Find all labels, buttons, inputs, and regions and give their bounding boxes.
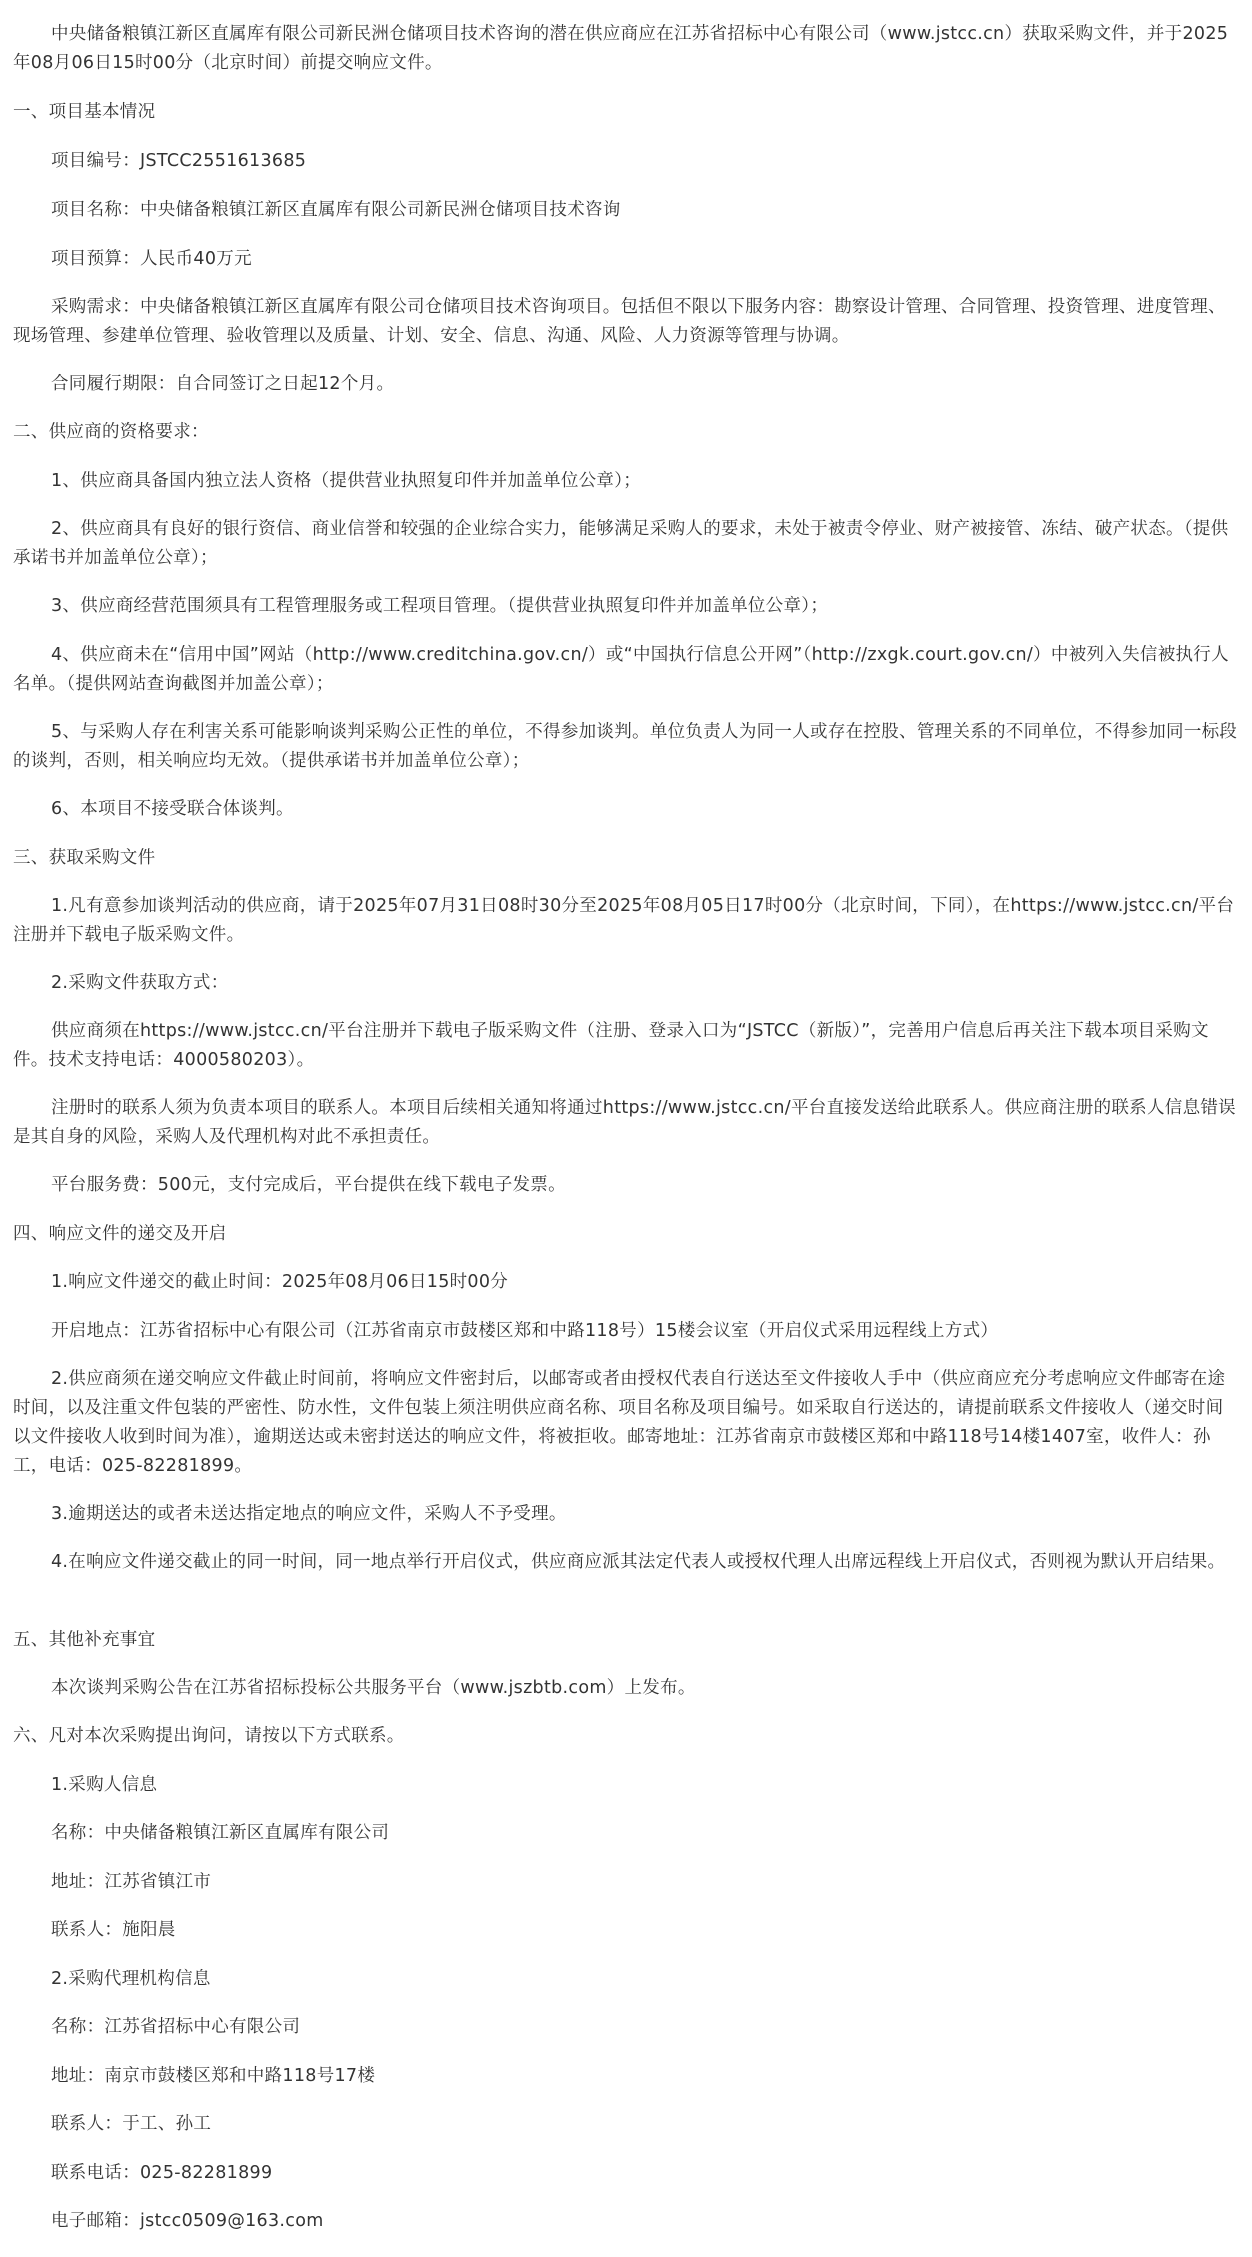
platform-fee: 平台服务费：500元，支付完成后，平台提供在线下载电子发票。 [51,1175,566,1195]
section-1-heading: 一、项目基本情况 [13,102,156,122]
obtain-method-paragraph: 供应商须在https://www.jstcc.cn/平台注册并下载电子版采购文件（注册、登录入口为“JSTCC（新版）”，完善用户信息后再关注下载本项目采购文件。技术支持电话：4000580203）。 [13,1021,1209,1070]
project-budget: 项目预算：人民币40万元 [51,249,252,269]
contract-period: 合同履行期限：自合同签订之日起12个月。 [51,374,395,394]
qualification-item: 6、本项目不接受联合体谈判。 [51,799,294,819]
procurement-demand: 采购需求：中央储备粮镇江新区直属库有限公司仓储项目技术咨询项目。包括但不限以下服务内容：勘察设计管理、合同管理、投资管理、进度管理、现场管理、参建单位管理、验收管理以及质量、计划、安全、信息、沟通、风险、人力资源等管理与协调。 [13,297,1226,346]
section-2-heading: 二、供应商的资格要求： [13,422,209,442]
qualification-item: 5、与采购人存在利害关系可能影响谈判采购公正性的单位，不得参加谈判。单位负责人为同一人或存在控股、管理关系的不同单位，不得参加同一标段的谈判，否则，相关响应均无效。（提供承诺书并加盖单位公章）； [13,722,1238,771]
contact-registration-paragraph: 注册时的联系人须为负责本项目的联系人。本项目后续相关通知将通过https://www.jstcc.cn/平台直接发送给此联系人。供应商注册的联系人信息错误是其自身的风险，采购人及代理机构对此不承担责任。 [13,1098,1236,1147]
project-name: 项目名称：中央储备粮镇江新区直属库有限公司新民洲仓储项目技术咨询 [51,200,621,220]
obtain-method-heading: 2.采购文件获取方式： [51,973,229,993]
section-3-heading: 三、获取采购文件 [13,848,156,868]
agent-email: 电子邮箱：jstcc0509@163.com [51,2211,324,2231]
section-4-heading: 四、响应文件的递交及开启 [13,1224,227,1244]
intro-paragraph: 中央储备粮镇江新区直属库有限公司新民洲仓储项目技术咨询的潜在供应商应在江苏省招标中心有限公司（www.jstcc.cn）获取采购文件，并于2025年08月06日15时00分（北京时间）前提交响应文件。 [13,24,1229,73]
late-submission-paragraph: 3.逾期送达的或者未送达指定地点的响应文件，采购人不予受理。 [51,1504,567,1524]
publication-paragraph: 本次谈判采购公告在江苏省招标投标公共服务平台（www.jszbtb.com）上发布。 [51,1678,696,1698]
submission-method-paragraph: 2.供应商须在递交响应文件截止时间前，将响应文件密封后，以邮寄或者由授权代表自行送达至文件接收人手中（供应商应充分考虑响应文件邮寄在途时间，以及注重文件包装的严密性、防水性，文件包装上须注明供应商名称、项目名称及项目编号。如采取自行送达的，请提前联系文件接收人（递交时间以文件接收人收到时间为准），逾期送达或未密封送达的响应文件，将被拒收。邮寄地址：江苏省南京市鼓楼区郑和中路118号14楼1407室，收件人：孙工，电话：025-82281899。 [13,1369,1226,1476]
section-6-heading: 六、凡对本次采购提出询问，请按以下方式联系。 [13,1726,405,1746]
opening-location: 开启地点：江苏省招标中心有限公司（江苏省南京市鼓楼区郑和中路118号）15楼会议室（开启仪式采用远程线上方式） [51,1321,999,1341]
buyer-contact: 联系人：施阳晨 [51,1920,176,1940]
buyer-name: 名称：中央储备粮镇江新区直属库有限公司 [51,1823,390,1843]
section-5-heading: 五、其他补充事宜 [13,1630,156,1650]
project-number: 项目编号：JSTCC2551613685 [51,151,307,171]
agent-name: 名称：江苏省招标中心有限公司 [51,2017,301,2037]
submission-deadline: 1.响应文件递交的截止时间：2025年08月06日15时00分 [51,1272,509,1292]
agent-contact: 联系人：于工、孙工 [51,2114,212,2134]
obtain-time-paragraph: 1.凡有意参加谈判活动的供应商，请于2025年07月31日08时30分至2025年08月05日17时00分（北京时间，下同），在https://www.jstcc.cn/平台注册并下载电子版采购文件。 [13,896,1235,945]
qualification-item: 3、供应商经营范围须具有工程管理服务或工程项目管理。（提供营业执照复印件并加盖单位公章）； [51,596,829,616]
qualification-item: 1、供应商具备国内独立法人资格（提供营业执照复印件并加盖单位公章）； [51,471,642,491]
agent-address: 地址：南京市鼓楼区郑和中路118号17楼 [51,2066,376,2086]
qualification-item: 2、供应商具有良好的银行资信、商业信誉和较强的企业综合实力，能够满足采购人的要求，未处于被责令停业、财产被接管、冻结、破产状态。（提供承诺书并加盖单位公章）； [13,519,1229,568]
opening-ceremony-paragraph: 4.在响应文件递交截止的同一时间，同一地点举行开启仪式，供应商应派其法定代表人或授权代理人出席远程线上开启仪式，否则视为默认开启结果。 [51,1552,1226,1572]
agent-phone: 联系电话：025-82281899 [51,2163,273,2183]
qualification-item: 4、供应商未在“信用中国”网站（http://www.creditchina.gov.cn/）或“中国执行信息公开网”（http://zxgk.court.gov.cn/）中被列入失信被执行人名单。（提供网站查询截图并加盖公章）； [13,645,1229,694]
buyer-info-heading: 1.采购人信息 [51,1775,158,1795]
agent-info-heading: 2.采购代理机构信息 [51,1969,211,1989]
buyer-address: 地址：江苏省镇江市 [51,1872,212,1892]
